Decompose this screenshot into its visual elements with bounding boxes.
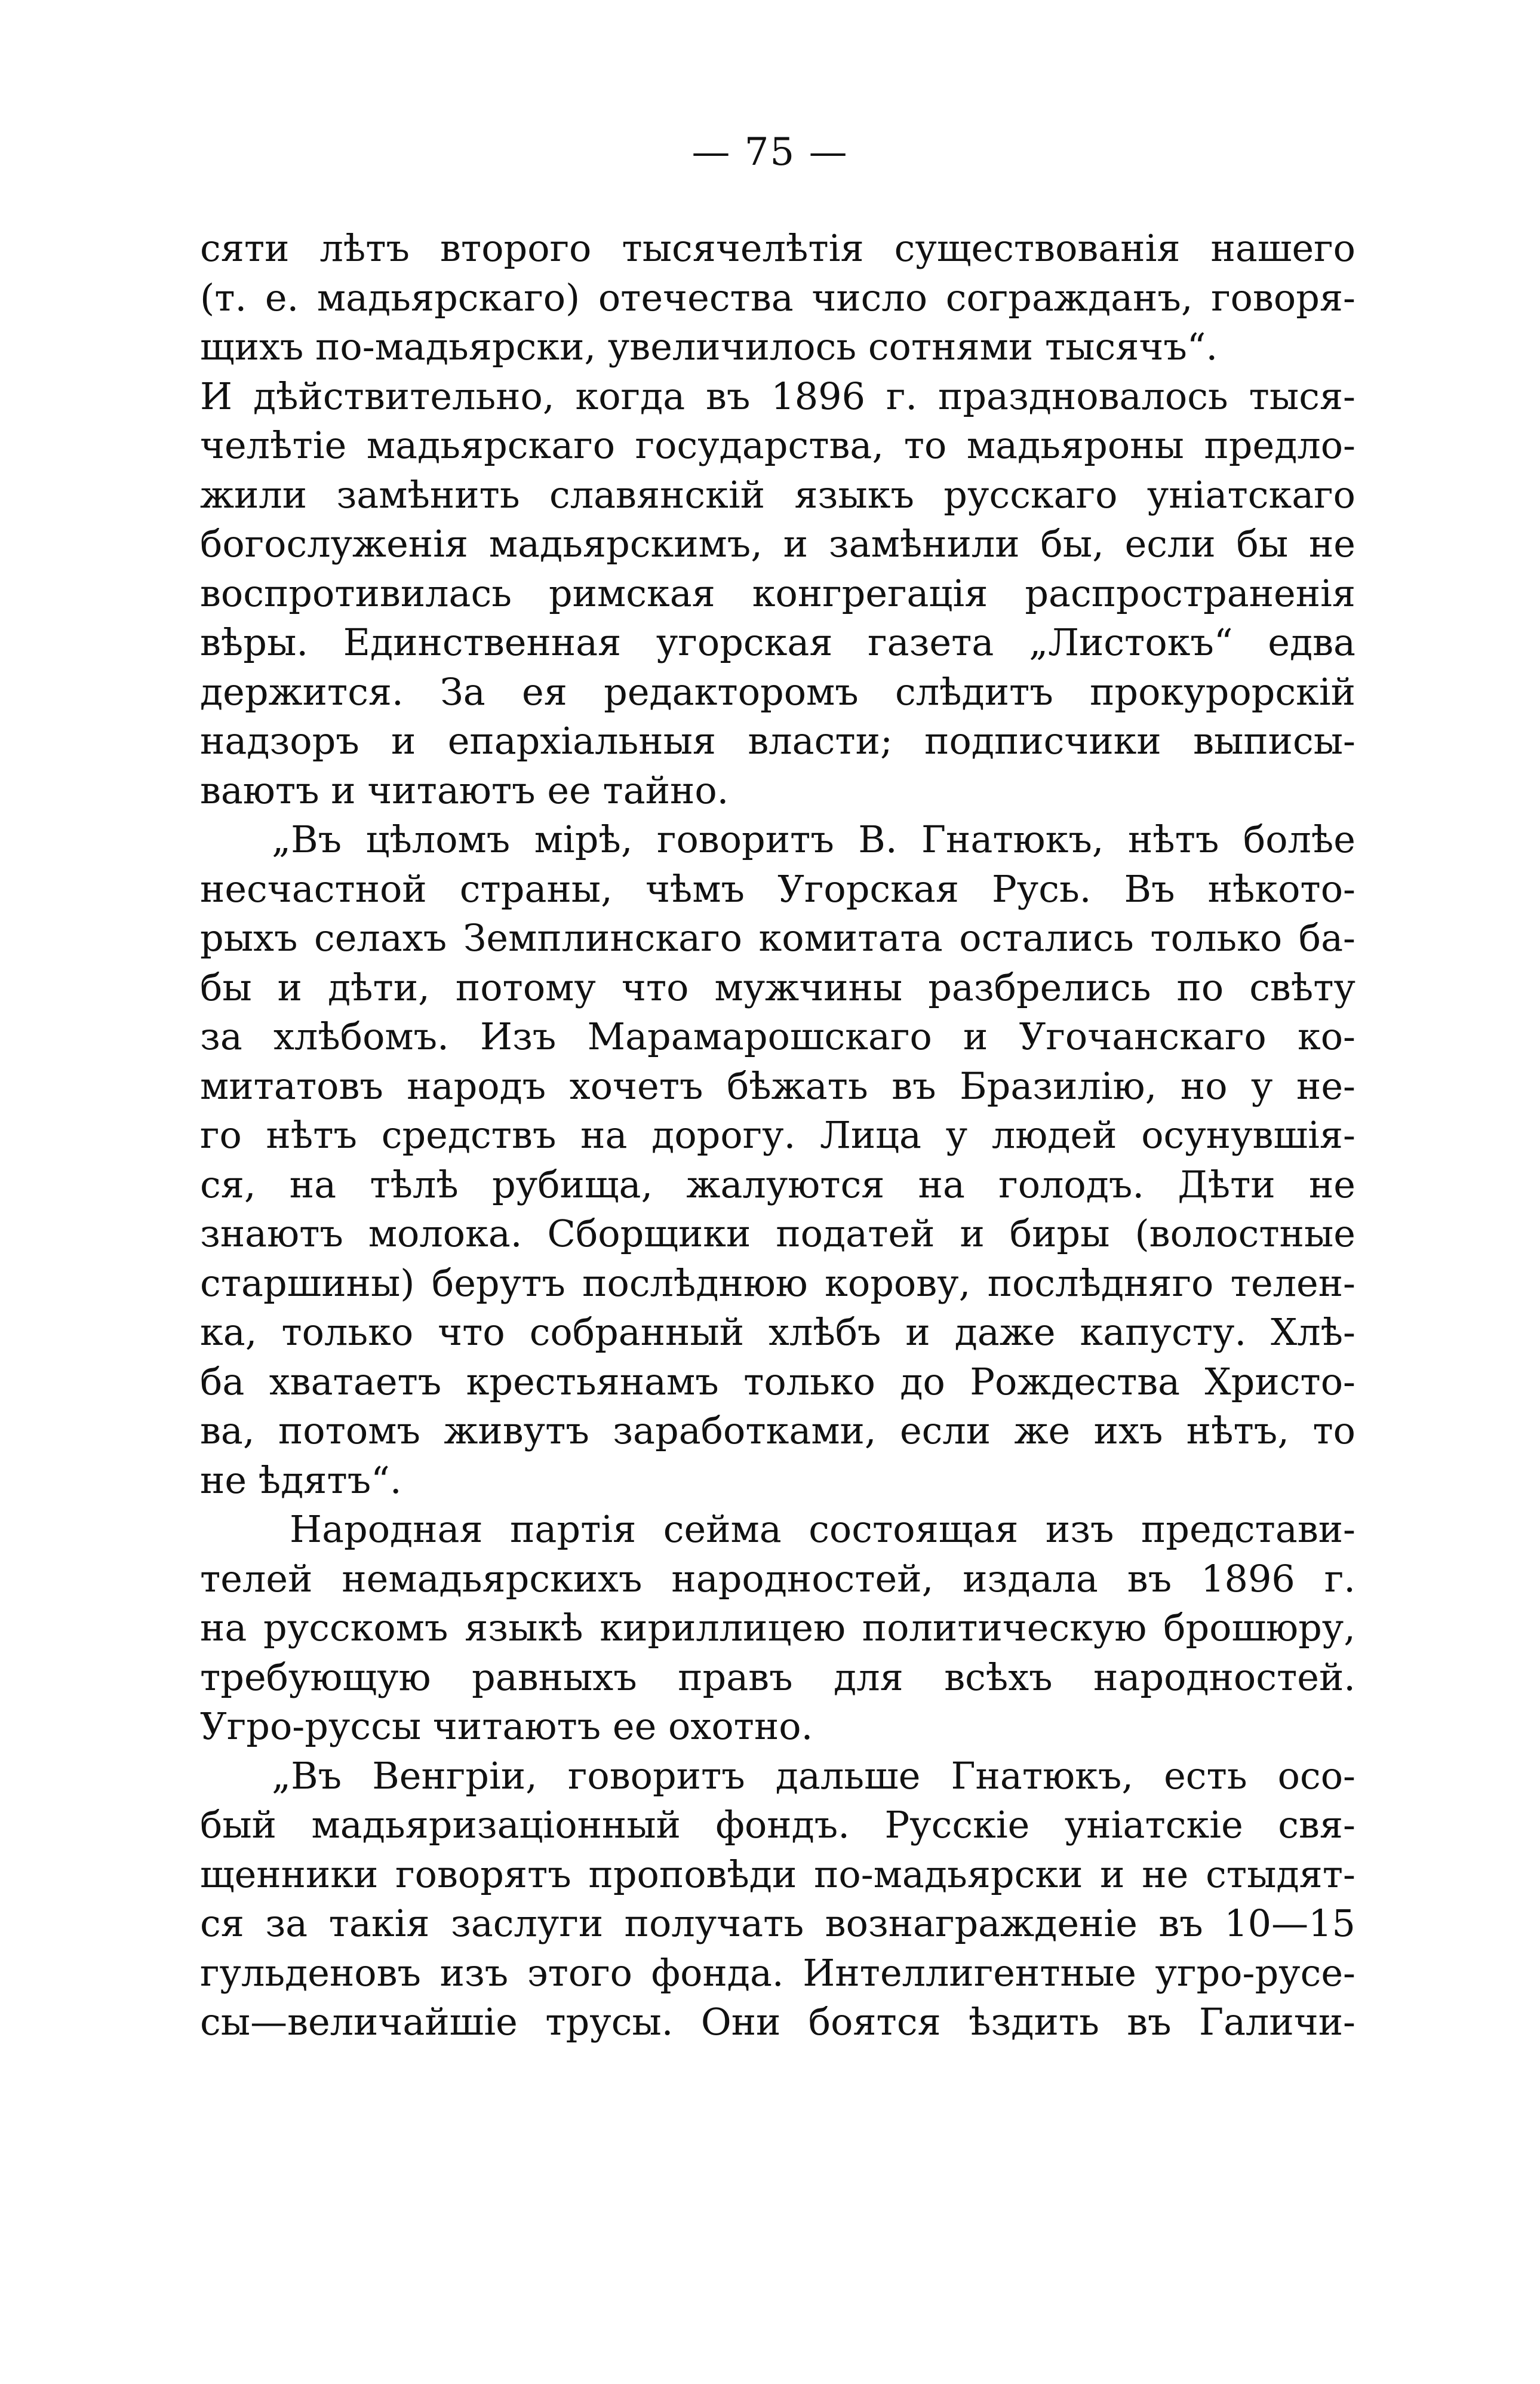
text-line: ба хватаетъ крестьянамъ только до Рождества Христо- (200, 1359, 1355, 1403)
page-number: — 75 — (691, 130, 849, 174)
text-line: (т. е. мадьярскаго) отечества число согражданъ, говоря- (200, 275, 1355, 319)
text-line: челѣтіе мадьярскаго государства, то мадьяроны предло- (200, 423, 1355, 467)
text-line: бы и дѣти, потому что мужчины разбрелись по свѣту (200, 965, 1355, 1009)
text-line: Народная партія сейма состоящая изъ представи- (290, 1507, 1355, 1551)
body-text (200, 224, 1355, 2047)
text-line: Угро-руссы читаютъ ее охотно. (200, 1704, 813, 1748)
text-line: требующую равныхъ правъ для всѣхъ народностей. (200, 1655, 1355, 1699)
text-line: ваютъ и читаютъ ее тайно. (200, 768, 729, 812)
text-line: на русскомъ языкѣ кириллицею политическую брошюру, (200, 1606, 1355, 1649)
text-line: ва, потомъ живутъ заработками, если же ихъ нѣтъ, то (200, 1409, 1355, 1452)
text-line: сы—величайшіе трусы. Они боятся ѣздить въ Галичи- (200, 2000, 1355, 2044)
text-line: ся за такія заслуги получать вознагражденіе въ 10—15 (200, 1901, 1355, 1945)
paragraph-1 (200, 224, 1355, 815)
text-line: вѣры. Единственная угорская газета „Листокъ“ едва (200, 620, 1355, 664)
text-line: го нѣтъ средствъ на дорогу. Лица у людей осунувшія- (200, 1113, 1355, 1157)
text-line: несчастной страны, чѣмъ Угорская Русь. Въ нѣкото- (200, 867, 1355, 911)
text-line: воспротивилась римская конгрегація распространенія (200, 571, 1355, 615)
text-line: не ѣдятъ“. (200, 1458, 402, 1502)
text-line: „Въ цѣломъ мірѣ, говоритъ В. Гнатюкъ, нѣтъ болѣе (272, 818, 1355, 861)
text-line: гульденовъ изъ этого фонда. Интеллигентные угро-русе- (200, 1950, 1355, 1995)
text-line: держится. За ея редакторомъ слѣдитъ прокурорскій (200, 669, 1355, 714)
text-line: ка, только что собранный хлѣбъ и даже капусту. Хлѣ- (200, 1310, 1355, 1354)
text-line: щихъ по-мадьярски, увеличилось сотнями тысячъ“. (200, 325, 1218, 368)
text-line: телей немадьярскихъ народностей, издала въ 1896 г. (200, 1556, 1355, 1600)
text-line: „Въ Венгріи, говоритъ дальше Гнатюкъ, есть осо- (272, 1753, 1355, 1798)
text-line: надзоръ и епархіальныя власти; подписчики выписы- (200, 719, 1355, 763)
paragraph-3 (200, 1505, 1355, 1752)
text-line: ся, на тѣлѣ рубища, жалуются на голодъ. Дѣти не (200, 1162, 1355, 1206)
text-line: жили замѣнить славянскій языкъ русскаго уніатскаго (200, 472, 1355, 517)
text-line: сяти лѣтъ второго тысячелѣтія существованія нашего (200, 226, 1355, 270)
paragraph-2 (200, 815, 1355, 1505)
text-line: митатовъ народъ хочетъ бѣжать въ Бразилію, но у не- (200, 1064, 1355, 1108)
text-line: щенники говорятъ проповѣди по-мадьярски и не стыдят- (200, 1852, 1355, 1896)
text-line: рыхъ селахъ Земплинскаго комитата остались только ба- (200, 916, 1355, 960)
paragraph-4 (200, 1752, 1355, 2047)
text-line: знаютъ молока. Сборщики податей и биры (волостные (200, 1212, 1355, 1255)
text-line: бый мадьяризаціонный фондъ. Русскіе уніатскіе свя- (200, 1803, 1355, 1847)
text-line: старшины) берутъ послѣднюю корову, послѣдняго телен- (200, 1261, 1355, 1305)
text-line: богослуженія мадьярскимъ, и замѣнили бы, если бы не (200, 522, 1355, 566)
text-line: И дѣйствительно, когда въ 1896 г. праздновалось тыся- (200, 374, 1355, 418)
text-line: за хлѣбомъ. Изъ Марамарошскаго и Угочанскаго ко- (200, 1015, 1355, 1058)
